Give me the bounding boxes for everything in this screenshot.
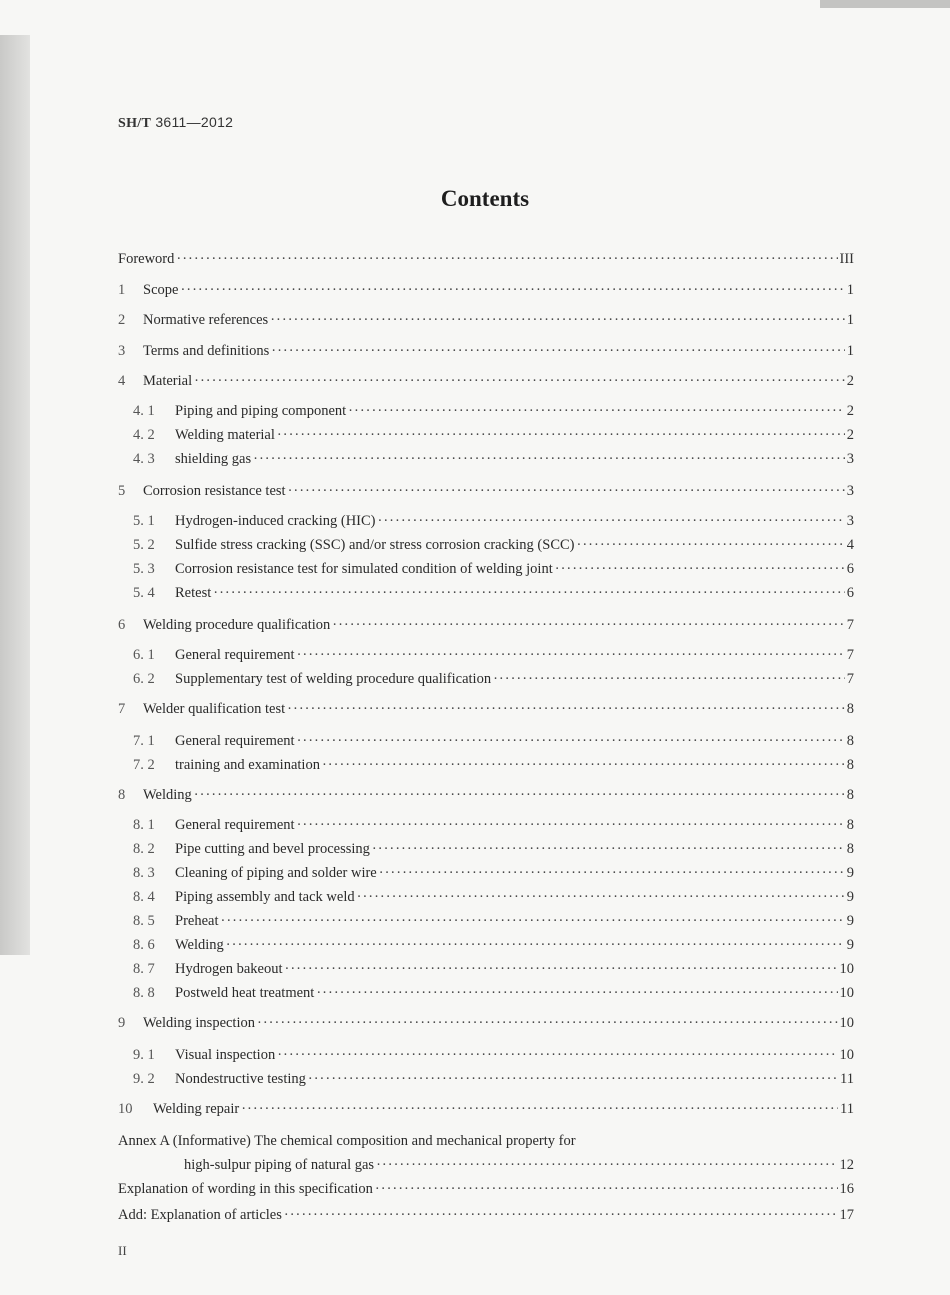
document-code — [118, 114, 233, 132]
toc-entry-title: Foreword — [118, 251, 175, 267]
toc-entry-number: 5 — [118, 483, 126, 499]
toc-entry-page: 17 — [839, 1207, 854, 1223]
toc-entry-title: Hydrogen-induced cracking (HIC) — [175, 513, 376, 529]
dot-leader — [297, 730, 845, 752]
dot-leader — [277, 1044, 837, 1066]
toc-entry-title: high-sulpur piping of natural gas — [184, 1157, 375, 1173]
toc-entry[interactable] — [133, 814, 854, 836]
toc-entry-number: 5. 4 — [133, 585, 155, 601]
toc-entry[interactable] — [133, 644, 854, 666]
toc-entry-page: 8 — [846, 733, 854, 749]
toc-entry-page: 7 — [846, 617, 854, 633]
toc-entry-page: 4 — [846, 537, 854, 553]
toc-entry[interactable] — [133, 838, 854, 860]
dot-leader — [220, 910, 844, 932]
toc-entry-title: Welding procedure qualification — [143, 617, 331, 633]
dot-leader — [194, 784, 845, 806]
toc-entry-title: Visual inspection — [175, 1047, 276, 1063]
toc-entry-number: 8 — [118, 787, 126, 803]
dot-leader — [577, 534, 845, 556]
toc-entry-page: 8 — [846, 817, 854, 833]
dot-leader — [376, 1154, 837, 1176]
toc-entry-number: 4. 3 — [133, 451, 155, 467]
dot-leader — [372, 838, 845, 860]
toc-entry-page: 3 — [846, 451, 854, 467]
dot-leader — [357, 886, 845, 908]
toc-entry[interactable] — [118, 340, 854, 362]
toc-entry[interactable] — [133, 448, 854, 470]
toc-entry-title: Welding — [143, 787, 192, 803]
dot-leader — [270, 309, 845, 331]
toc-entry-number: 8. 3 — [133, 865, 155, 881]
dot-leader — [176, 248, 837, 270]
toc-entry[interactable] — [118, 784, 854, 806]
toc-entry-page: 10 — [839, 961, 854, 977]
toc-entry-number: 9 — [118, 1015, 126, 1031]
toc-entry-page: III — [839, 251, 854, 267]
toc-entry[interactable] — [184, 1154, 854, 1176]
toc-entry-title: Preheat — [175, 913, 219, 929]
toc-entry-number: 4. 1 — [133, 403, 155, 419]
toc-entry-title: Welder qualification test — [143, 701, 286, 717]
dot-leader — [288, 480, 845, 502]
toc-entry-page: 8 — [846, 701, 854, 717]
toc-entry-title: Postweld heat treatment — [175, 985, 315, 1001]
toc-entry[interactable] — [133, 886, 854, 908]
dot-leader — [180, 279, 844, 301]
toc-entry-number: 8. 5 — [133, 913, 155, 929]
toc-entry-page: 10 — [839, 1015, 854, 1031]
dot-leader — [379, 862, 845, 884]
toc-entry-page: 6 — [846, 561, 854, 577]
toc-entry[interactable] — [133, 534, 854, 556]
toc-entry-number: 5. 3 — [133, 561, 155, 577]
dot-leader — [287, 698, 845, 720]
toc-entry-page: 16 — [839, 1181, 854, 1197]
toc-entry-title: Hydrogen bakeout — [175, 961, 283, 977]
toc-entry[interactable] — [133, 582, 854, 604]
dot-leader — [194, 370, 845, 392]
dot-leader — [241, 1098, 838, 1120]
toc-entry-title: Supplementary test of welding procedure qualification — [175, 671, 492, 687]
toc-entry-title: Annex A (Informative) The chemical composition and mechanical property for — [118, 1133, 576, 1149]
toc-entry-page: 3 — [846, 513, 854, 529]
scan-smudge — [820, 0, 950, 8]
toc-entry-page: 9 — [846, 889, 854, 905]
toc-entry-title: Welding — [175, 937, 224, 953]
toc-entry-title: General requirement — [175, 733, 295, 749]
dot-leader — [555, 558, 845, 580]
dot-leader — [285, 958, 838, 980]
toc-entry-page: 2 — [846, 403, 854, 419]
toc-entry[interactable] — [133, 1044, 854, 1066]
toc-entry-number: 9. 2 — [133, 1071, 155, 1087]
toc-entry-page: 9 — [846, 937, 854, 953]
toc-entry[interactable] — [118, 1130, 854, 1152]
toc-entry-title: Explanation of wording in this specification — [118, 1181, 373, 1197]
toc-entry[interactable] — [118, 1178, 854, 1200]
toc-entry-number: 7 — [118, 701, 126, 717]
toc-entry-title: Nondestructive testing — [175, 1071, 306, 1087]
toc-entry-title: Add: Explanation of articles — [118, 1207, 282, 1223]
toc-entry[interactable] — [133, 668, 854, 690]
dot-leader — [316, 982, 837, 1004]
dot-leader — [378, 510, 845, 532]
toc-entry-title: General requirement — [175, 647, 295, 663]
toc-entry-title: Retest — [175, 585, 212, 601]
dot-leader — [332, 614, 844, 636]
toc-entry-title: training and examination — [175, 757, 320, 773]
toc-entry-title: Material — [143, 373, 193, 389]
toc-entry-title: Scope — [143, 282, 179, 298]
toc-entry-number: 5. 1 — [133, 513, 155, 529]
toc-entry-number: 6. 1 — [133, 647, 155, 663]
toc-entry-number: 8. 4 — [133, 889, 155, 905]
toc-entry-title: Cleaning of piping and solder wire — [175, 865, 377, 881]
dot-leader — [322, 754, 845, 776]
document-code-prefix: SH/T — [118, 116, 152, 131]
toc-entry-page: 10 — [839, 985, 854, 1001]
toc-entry-number: 5. 2 — [133, 537, 155, 553]
toc-entry[interactable] — [118, 1012, 854, 1034]
toc-entry[interactable] — [118, 370, 854, 392]
toc-entry-number: 8. 2 — [133, 841, 155, 857]
toc-entry[interactable] — [133, 400, 854, 422]
toc-entry-page: 10 — [839, 1047, 854, 1063]
toc-entry-page: 8 — [846, 787, 854, 803]
toc-entry[interactable] — [118, 279, 854, 301]
toc-entry-number: 4 — [118, 373, 126, 389]
toc-entry-title: Terms and definitions — [143, 343, 270, 359]
toc-entry-title: Piping and piping component — [175, 403, 347, 419]
toc-entry[interactable] — [118, 1204, 854, 1226]
dot-leader — [284, 1204, 838, 1226]
toc-entry-page: 9 — [846, 865, 854, 881]
toc-entry[interactable] — [133, 754, 854, 776]
dot-leader — [308, 1068, 838, 1090]
toc-entry-page: 12 — [839, 1157, 854, 1173]
toc-entry-page: 7 — [846, 647, 854, 663]
toc-entry-title: Welding repair — [153, 1101, 240, 1117]
dot-leader — [493, 668, 845, 690]
dot-leader — [348, 400, 845, 422]
toc-entry-number: 8. 8 — [133, 985, 155, 1001]
toc-entry-page: 8 — [846, 757, 854, 773]
toc-entry[interactable] — [133, 934, 854, 956]
toc-entry-number: 8. 7 — [133, 961, 155, 977]
toc-entry-title: Normative references — [143, 312, 269, 328]
toc-entry-page: 6 — [846, 585, 854, 601]
toc-entry[interactable] — [133, 510, 854, 532]
toc-entry-number: 4. 2 — [133, 427, 155, 443]
toc-entry-number: 6 — [118, 617, 126, 633]
toc-entry-number: 6. 2 — [133, 671, 155, 687]
toc-entry-number: 10 — [118, 1101, 133, 1117]
toc-entry-title: Piping assembly and tack weld — [175, 889, 355, 905]
dot-leader — [213, 582, 845, 604]
toc-entry-page: 2 — [846, 427, 854, 443]
toc-entry[interactable] — [118, 698, 854, 720]
toc-entry[interactable] — [118, 309, 854, 331]
toc-entry[interactable] — [133, 982, 854, 1004]
toc-entry[interactable] — [133, 862, 854, 884]
toc-entry-number: 8. 6 — [133, 937, 155, 953]
toc-entry-title: Sulfide stress cracking (SSC) and/or stress corrosion cracking (SCC) — [175, 537, 575, 553]
toc-entry[interactable] — [133, 958, 854, 980]
scan-edge-shadow — [0, 35, 30, 955]
toc-entry[interactable] — [118, 614, 854, 636]
toc-entry[interactable] — [118, 248, 854, 270]
document-code-number: 3611—2012 — [155, 114, 234, 130]
toc-entry-title: shielding gas — [175, 451, 252, 467]
toc-entry-number: 7. 1 — [133, 733, 155, 749]
toc-entry[interactable] — [133, 1068, 854, 1090]
toc-entry[interactable] — [118, 1098, 854, 1120]
toc-entry[interactable] — [133, 910, 854, 932]
toc-entry-title: Pipe cutting and bevel processing — [175, 841, 370, 857]
dot-leader — [375, 1178, 838, 1200]
toc-entry[interactable] — [118, 480, 854, 502]
toc-entry-title: Welding material — [175, 427, 275, 443]
toc-entry-page: 11 — [840, 1101, 854, 1117]
dot-leader — [226, 934, 845, 956]
toc-entry-number: 2 — [118, 312, 126, 328]
toc-entry-page: 1 — [846, 343, 854, 359]
toc-entry-page: 1 — [846, 312, 854, 328]
toc-entry-title: Welding inspection — [143, 1015, 255, 1031]
dot-leader — [257, 1012, 838, 1034]
dot-leader — [271, 340, 845, 362]
toc-entry-number: 8. 1 — [133, 817, 155, 833]
dot-leader — [297, 814, 845, 836]
page-title: Contents — [440, 186, 530, 211]
dot-leader — [297, 644, 845, 666]
page-number: II — [118, 1243, 127, 1258]
toc-entry-page: 7 — [846, 671, 854, 687]
toc-entry-page: 11 — [840, 1071, 854, 1087]
toc-entry-number: 7. 2 — [133, 757, 155, 773]
toc-entry-number: 1 — [118, 282, 126, 298]
toc-entry-title: Corrosion resistance test for simulated condition of welding joint — [175, 561, 553, 577]
toc-entry[interactable] — [133, 558, 854, 580]
toc-entry-page: 1 — [846, 282, 854, 298]
toc-entry-title: Corrosion resistance test — [143, 483, 286, 499]
dot-leader — [277, 424, 845, 446]
toc-entry-title: General requirement — [175, 817, 295, 833]
toc-entry-page: 2 — [846, 373, 854, 389]
toc-entry-number: 9. 1 — [133, 1047, 155, 1063]
toc-entry-page: 3 — [846, 483, 854, 499]
toc-entry[interactable] — [133, 730, 854, 752]
toc-entry-page: 9 — [846, 913, 854, 929]
toc-entry-page: 8 — [846, 841, 854, 857]
toc-entry-number: 3 — [118, 343, 126, 359]
toc-entry[interactable] — [133, 424, 854, 446]
dot-leader — [253, 448, 845, 470]
